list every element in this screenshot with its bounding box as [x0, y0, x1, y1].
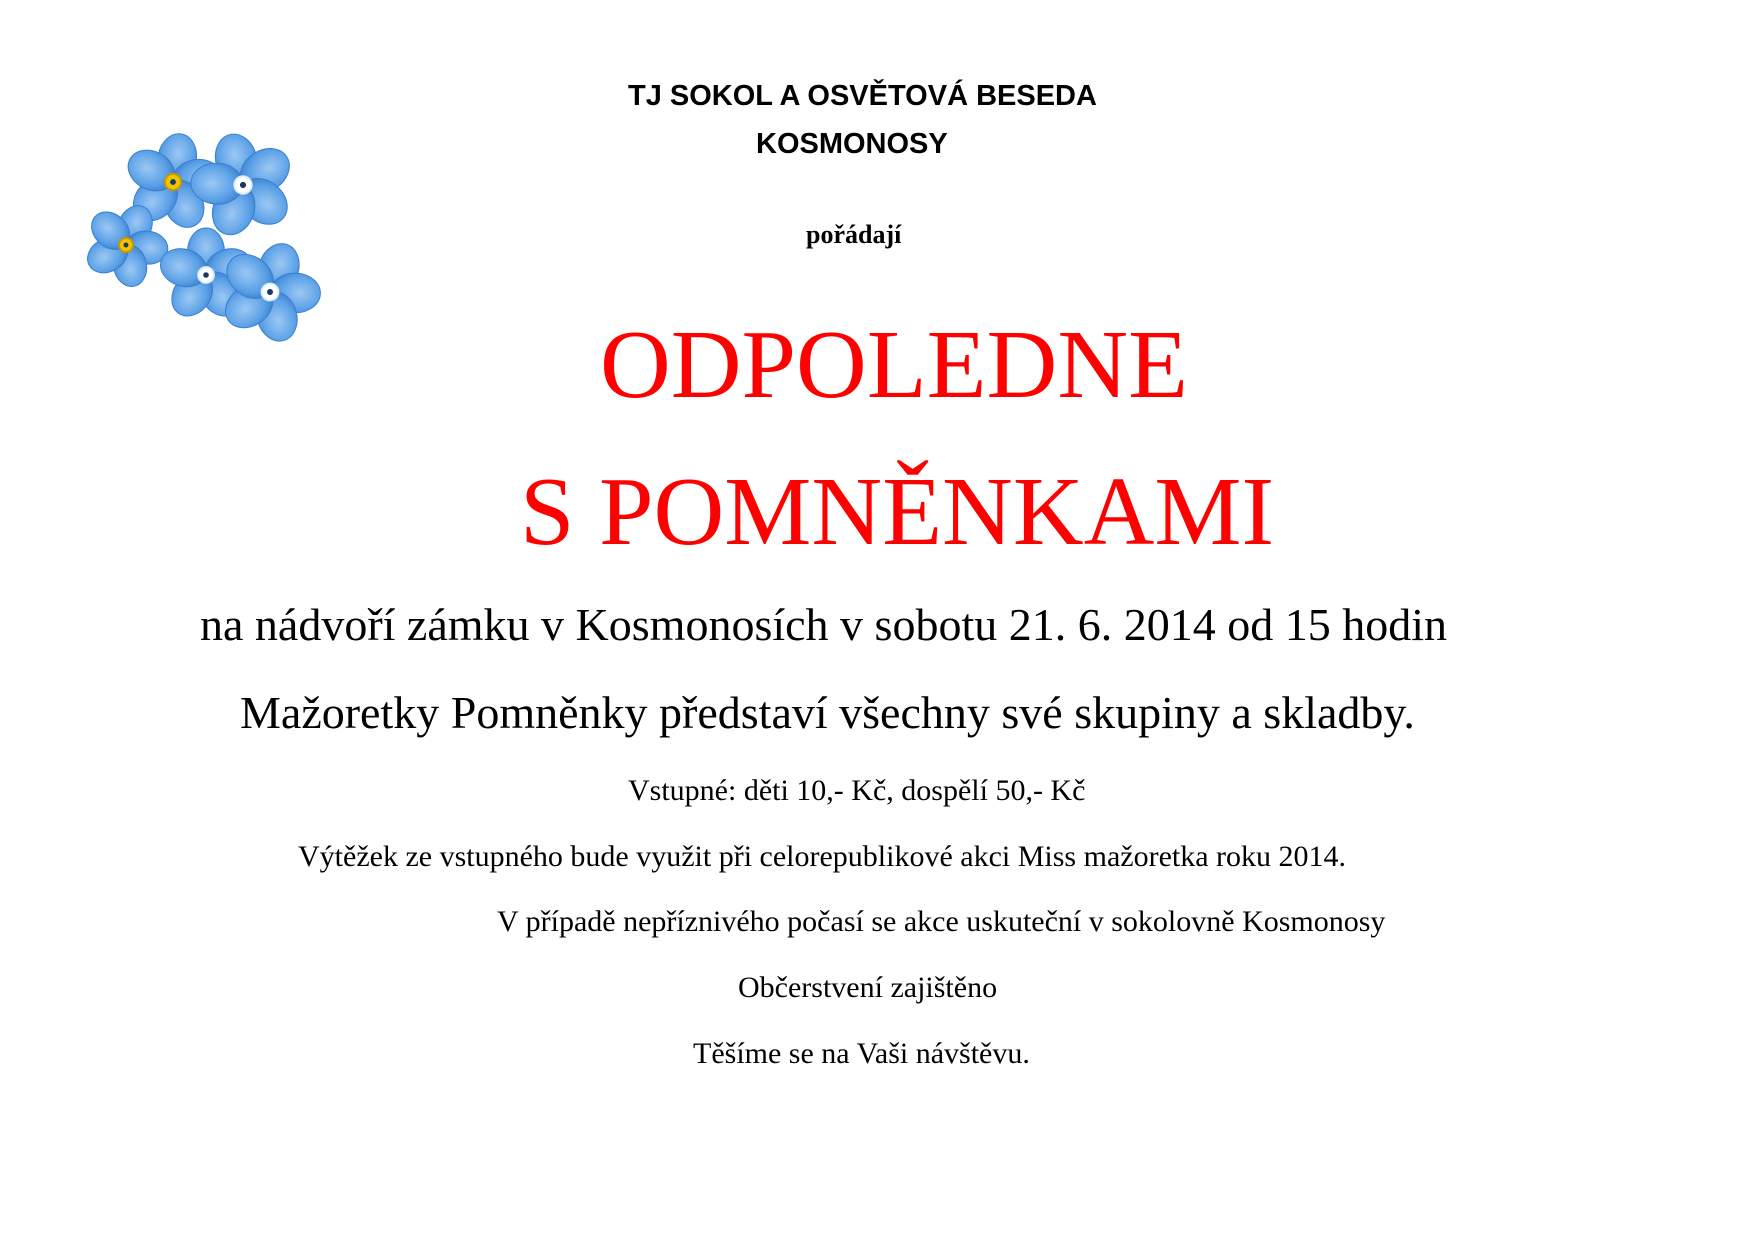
presents-label: pořádají: [806, 220, 902, 249]
weather-note: V případě nepříznivého počasí se akce uskuteční v sokolovně Kosmonosy: [497, 905, 1386, 938]
welcome-note: Těšíme se na Vaši návštěvu.: [693, 1037, 1030, 1070]
event-title-line-2: S POMNĚNKAMI: [520, 458, 1275, 566]
entry-fee: Vstupné: děti 10,- Kč, dospělí 50,- Kč: [628, 774, 1086, 807]
organizers-line-1: TJ SOKOL A OSVĚTOVÁ BESEDA: [628, 80, 1097, 112]
refreshments-note: Občerstvení zajištěno: [738, 971, 998, 1004]
flower-center-dot: [203, 272, 209, 278]
event-place-time: na nádvoří zámku v Kosmonosích v sobotu 21. 6. 2014 od 15 hodin: [200, 599, 1448, 650]
forget-me-not-flowers-icon: [78, 120, 378, 420]
proceeds-note: Výtěžek ze vstupného bude využit při celorepublikové akci Miss mažoretka roku 2014.: [298, 840, 1347, 873]
event-program: Mažoretky Pomněnky představí všechny své skupiny a skladby.: [240, 687, 1415, 738]
event-title-line-1: ODPOLEDNE: [600, 311, 1188, 419]
organizers-line-2: KOSMONOSY: [756, 128, 948, 160]
